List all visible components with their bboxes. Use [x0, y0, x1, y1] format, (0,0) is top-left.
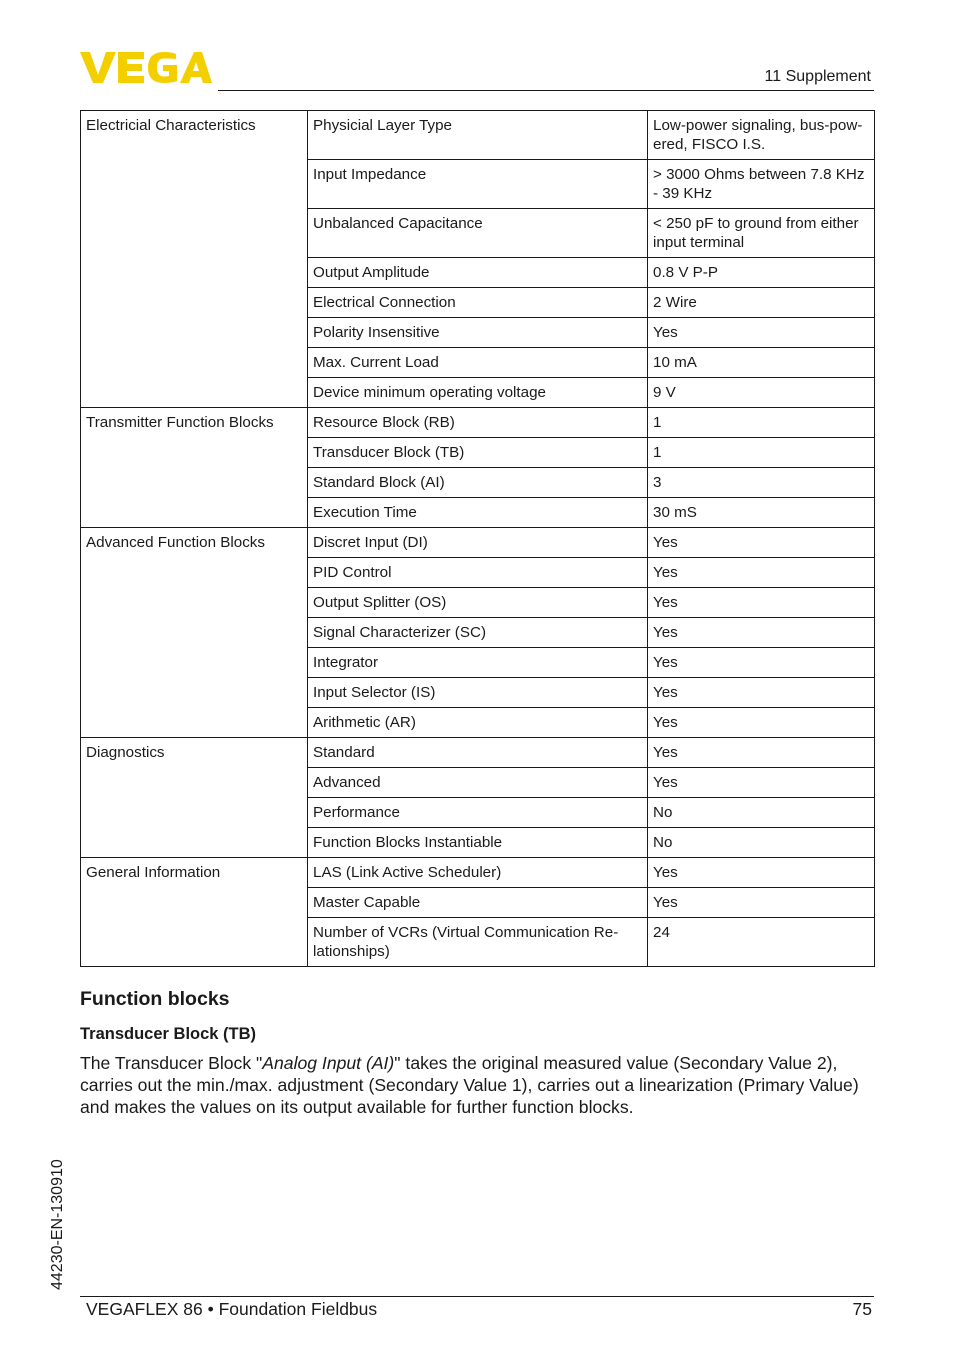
value-cell: Yes [648, 318, 875, 348]
property-cell: Integrator [308, 648, 648, 678]
value-cell: Yes [648, 738, 875, 768]
group-label: Electricial Characteristics [81, 111, 308, 408]
value-cell: 3 [648, 468, 875, 498]
value-cell: Yes [648, 888, 875, 918]
value-cell: Yes [648, 678, 875, 708]
property-cell: Input Impedance [308, 160, 648, 209]
value-cell: 1 [648, 408, 875, 438]
section-heading: Function blocks [80, 988, 230, 1010]
paragraph-text-start: The Transducer Block " [80, 1053, 263, 1073]
table-row [81, 111, 875, 160]
page-number: 75 [852, 1299, 872, 1319]
group-label: General Information [81, 858, 308, 967]
value-cell: < 250 pF to ground from either input terminal [648, 209, 875, 258]
paragraph-emphasis: Analog Input (AI) [262, 1053, 395, 1073]
vega-logo [80, 50, 212, 84]
value-cell: No [648, 798, 875, 828]
property-cell: Output Amplitude [308, 258, 648, 288]
value-cell: Yes [648, 768, 875, 798]
value-cell: 24 [648, 918, 875, 967]
property-cell: Standard Block (AI) [308, 468, 648, 498]
body-paragraph [80, 1052, 880, 1118]
footer-title: VEGAFLEX 86 • Foundation Fieldbus [86, 1299, 378, 1319]
table-row [81, 528, 875, 558]
document-id: 44230-EN-130910 [49, 1159, 66, 1290]
value-cell: No [648, 828, 875, 858]
property-cell: Master Capable [308, 888, 648, 918]
value-cell: Yes [648, 588, 875, 618]
value-cell: 2 Wire [648, 288, 875, 318]
property-cell: Input Selector (IS) [308, 678, 648, 708]
group-label: Advanced Function Blocks [81, 528, 308, 738]
property-cell: Electrical Connection [308, 288, 648, 318]
value-cell: > 3000 Ohms between 7.8 KHz - 39 KHz [648, 160, 875, 209]
paragraph-text-end: " takes the original measured value (Secondary Value 2), carries out the min./max. adjustment (Secondary Value 1), carries out a linearization (Primary Value) and makes the values on its output available for further function blocks. [80, 1053, 859, 1117]
value-cell: 9 V [648, 378, 875, 408]
footer-rule [80, 1296, 874, 1297]
spec-table [80, 110, 875, 967]
table-row [81, 858, 875, 888]
group-label: Diagnostics [81, 738, 308, 858]
property-cell: Number of VCRs (Virtual Communication Re-lationships) [308, 918, 648, 967]
value-cell: Yes [648, 618, 875, 648]
property-cell: Device minimum operating voltage [308, 378, 648, 408]
header-section-label: 11 Supplement [764, 68, 871, 85]
subsection-heading: Transducer Block (TB) [80, 1025, 257, 1043]
property-cell: Resource Block (RB) [308, 408, 648, 438]
value-cell: Yes [648, 648, 875, 678]
value-cell: 1 [648, 438, 875, 468]
table-row [81, 738, 875, 768]
property-cell: Discret Input (DI) [308, 528, 648, 558]
property-cell: Arithmetic (AR) [308, 708, 648, 738]
property-cell: Output Splitter (OS) [308, 588, 648, 618]
property-cell: LAS (Link Active Scheduler) [308, 858, 648, 888]
header-rule [218, 90, 874, 91]
value-cell: 10 mA [648, 348, 875, 378]
property-cell: PID Control [308, 558, 648, 588]
value-cell: Yes [648, 858, 875, 888]
value-cell: Yes [648, 558, 875, 588]
group-label: Transmitter Function Blocks [81, 408, 308, 528]
property-cell: Signal Characterizer (SC) [308, 618, 648, 648]
property-cell: Performance [308, 798, 648, 828]
property-cell: Advanced [308, 768, 648, 798]
value-cell: Low-power signaling, bus-pow-ered, FISCO I.S. [648, 111, 875, 160]
property-cell: Max. Current Load [308, 348, 648, 378]
property-cell: Function Blocks Instantiable [308, 828, 648, 858]
property-cell: Transducer Block (TB) [308, 438, 648, 468]
property-cell: Physicial Layer Type [308, 111, 648, 160]
value-cell: 30 mS [648, 498, 875, 528]
value-cell: 0.8 V P-P [648, 258, 875, 288]
property-cell: Execution Time [308, 498, 648, 528]
table-row [81, 408, 875, 438]
property-cell: Standard [308, 738, 648, 768]
value-cell: Yes [648, 528, 875, 558]
property-cell: Polarity Insensitive [308, 318, 648, 348]
value-cell: Yes [648, 708, 875, 738]
property-cell: Unbalanced Capacitance [308, 209, 648, 258]
